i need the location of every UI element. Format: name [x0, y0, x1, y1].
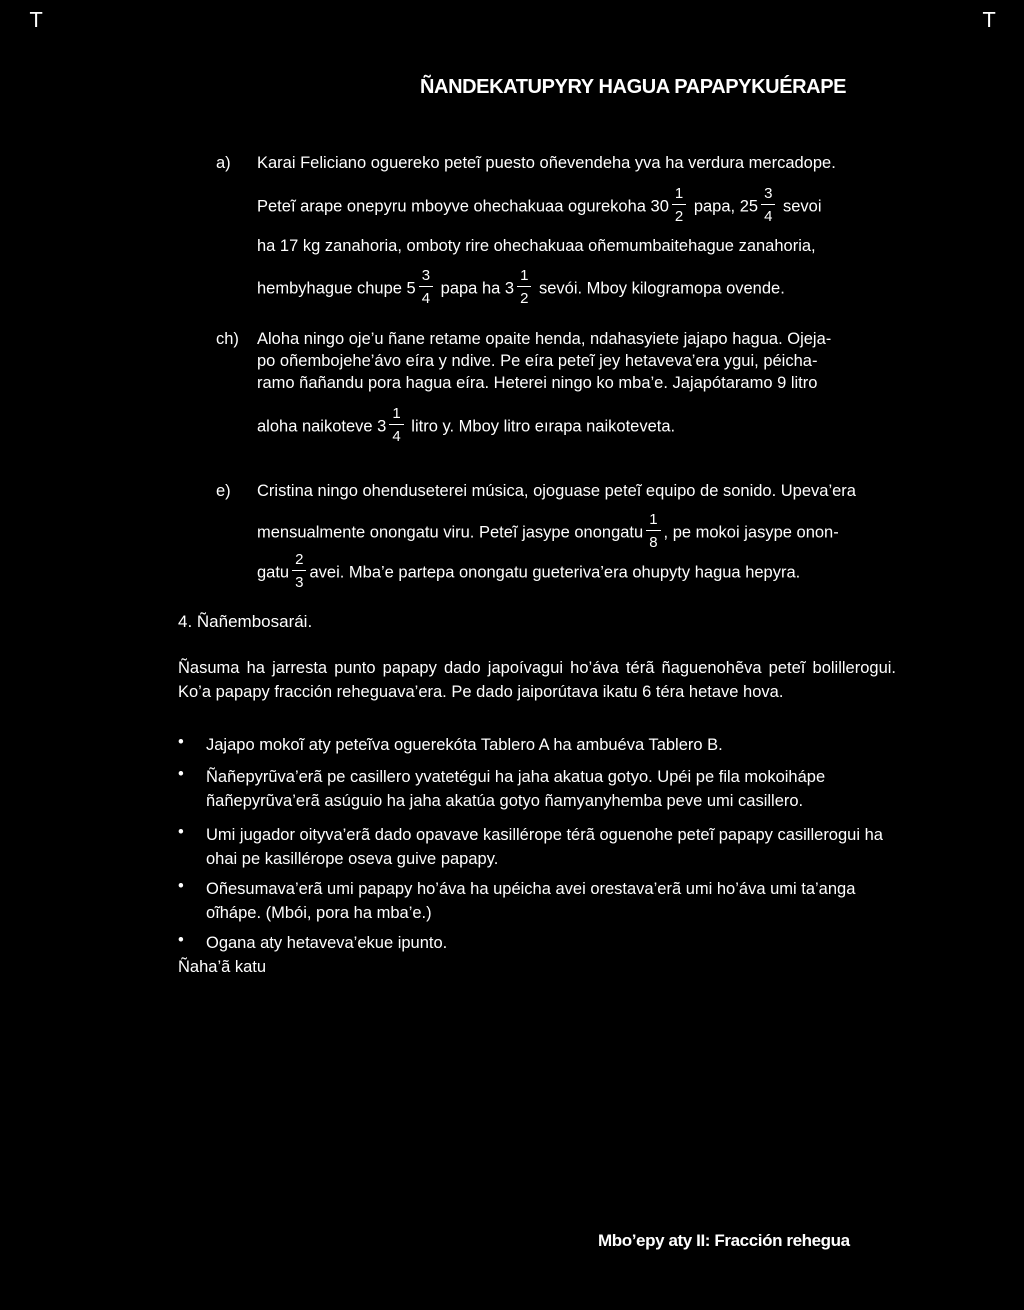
text: mensualmente onongatu viru. Peteĩ jasype onongatu — [257, 523, 644, 542]
text: gatu — [257, 563, 290, 582]
closing-text: Ñaha’ã katu — [178, 958, 267, 976]
bullet-icon: • — [178, 877, 184, 895]
text: papa ha 3 — [440, 279, 515, 298]
problem-ch-line2: po oñembojehe’ávo eíra y ndive. Pe eíra peteĩ jey hetaveva’era ygui, péicha- — [257, 352, 818, 370]
problem-a-line1: Karai Feliciano oguereko peteĩ puesto oñevendeha yva ha verdura mercadope. — [257, 154, 836, 172]
section-4-title: 4. Ñañembosarái. — [178, 612, 313, 631]
denominator: 8 — [649, 534, 658, 551]
text: papa, 25 — [693, 197, 759, 216]
text: avei. Mba’e partepa onongatu gueteriva’era ohupyty hagua hepyra. — [309, 563, 801, 582]
problem-a-line4 — [257, 267, 785, 308]
fraction — [292, 552, 306, 590]
problem-ch-label: ch) — [216, 330, 239, 348]
fraction — [389, 406, 403, 444]
numerator: 2 — [292, 552, 306, 571]
bullet-icon: • — [178, 823, 184, 841]
fraction — [646, 512, 660, 550]
problem-e-label: e) — [216, 482, 231, 500]
section-4-intro: Ñasuma ha jarresta punto papapy dado japoívagui ho’áva térã ñaguenohẽva peteĩ bolillerogui. Ko’a papapy fracción reheguava’era. Pe dado jaiporútava ikatu 6 téra hetave hova. — [178, 659, 896, 701]
problem-a-line2 — [257, 185, 822, 226]
list-item-text: Jajapo mokoĩ aty peteĩva oguerekóta Tablero A ha ambuéva Tablero B. — [206, 736, 723, 754]
text: sevoi — [783, 197, 822, 216]
list-item-text: Ogana aty hetaveva’ekue ipunto. — [206, 934, 448, 952]
bullet-icon: • — [178, 733, 184, 751]
list-item-text: Oñesumava’erã umi papapy ho’áva ha upéicha avei orestava’erã umi ho’áva umi ta’anga oĩhápe. (Mbói, pora ha mba’e.) — [206, 880, 856, 922]
denominator: 2 — [520, 290, 529, 307]
denominator: 4 — [421, 290, 431, 307]
denominator: 2 — [674, 208, 684, 225]
page-footer: Mbo’epy aty II: Fracción rehegua — [598, 1231, 850, 1250]
fraction — [517, 268, 531, 306]
list-item — [0, 733, 1024, 765]
text: aloha naikoteve 3 — [257, 417, 387, 436]
fraction — [672, 186, 686, 224]
numerator: 3 — [761, 186, 775, 205]
fraction — [761, 186, 775, 224]
problem-a-line3: ha 17 kg zanahoria, omboty rire ohechakuaa oñemumbaitehague zanahoria, — [257, 237, 816, 255]
list-item — [0, 765, 1024, 823]
problem-e-line1: Cristina ningo ohenduseterei música, ojoguase peteĩ equipo de sonido. Upeva’era — [257, 482, 856, 500]
problem-ch-line1: Aloha ningo oje’u ñane retame opaite henda, ndahasyiete jajapo hagua. Ojeja- — [257, 330, 832, 348]
problem-a-label: a) — [216, 154, 231, 172]
list-item — [0, 877, 1024, 931]
rules-list — [0, 733, 1024, 961]
text: , pe mokoi jasype onon- — [663, 523, 839, 542]
bullet-icon: • — [178, 765, 184, 783]
problem-e-line3 — [257, 551, 801, 592]
fraction — [419, 268, 433, 306]
numerator: 1 — [672, 186, 686, 205]
list-item-text: Umi jugador oityva’erã dado opavave kasillérope térã oguenohe peteĩ papapy casillerogui ha ohai pe kasillérope oseva guive papapy. — [206, 826, 883, 868]
list-item — [0, 931, 1024, 961]
corner-mark-left: T — [30, 8, 43, 32]
page-header: ÑANDEKATUPYRY HAGUA PAPAPYKUÉRAPE — [420, 76, 847, 98]
text: litro y. Mboy litro eırapa naikoteveta. — [411, 417, 676, 436]
numerator: 1 — [646, 512, 660, 531]
bullet-icon: • — [178, 931, 184, 949]
text: hembyhague chupe 5 — [257, 279, 416, 298]
numerator: 1 — [517, 268, 531, 287]
list-item — [0, 823, 1024, 877]
denominator: 4 — [764, 208, 773, 225]
numerator: 3 — [419, 268, 433, 287]
problem-ch-line3: ramo ñañandu pora hagua eíra. Heterei ningo ko mba’e. Jajapótaramo 9 litro — [257, 374, 818, 392]
list-item-text: Ñañepyrũva’erã pe casillero yvatetégui ha jaha akatua gotyo. Upéi pe fila mokoihápe ñañepyrũva’erã asúguio ha jaha akatúa gotyo ñamyanyhemba peve umi casillero. — [206, 768, 826, 810]
denominator: 4 — [392, 428, 401, 445]
numerator: 1 — [389, 406, 403, 425]
text: sevói. Mboy kilogramopa ovende. — [539, 279, 785, 298]
corner-mark-right: T — [983, 8, 996, 32]
problem-ch-line4 — [257, 405, 676, 446]
text: Peteĩ arape onepyru mboyve ohechakuaa ogurekoha 30 — [257, 197, 669, 216]
problem-e-line2 — [257, 511, 839, 552]
denominator: 3 — [295, 574, 304, 591]
